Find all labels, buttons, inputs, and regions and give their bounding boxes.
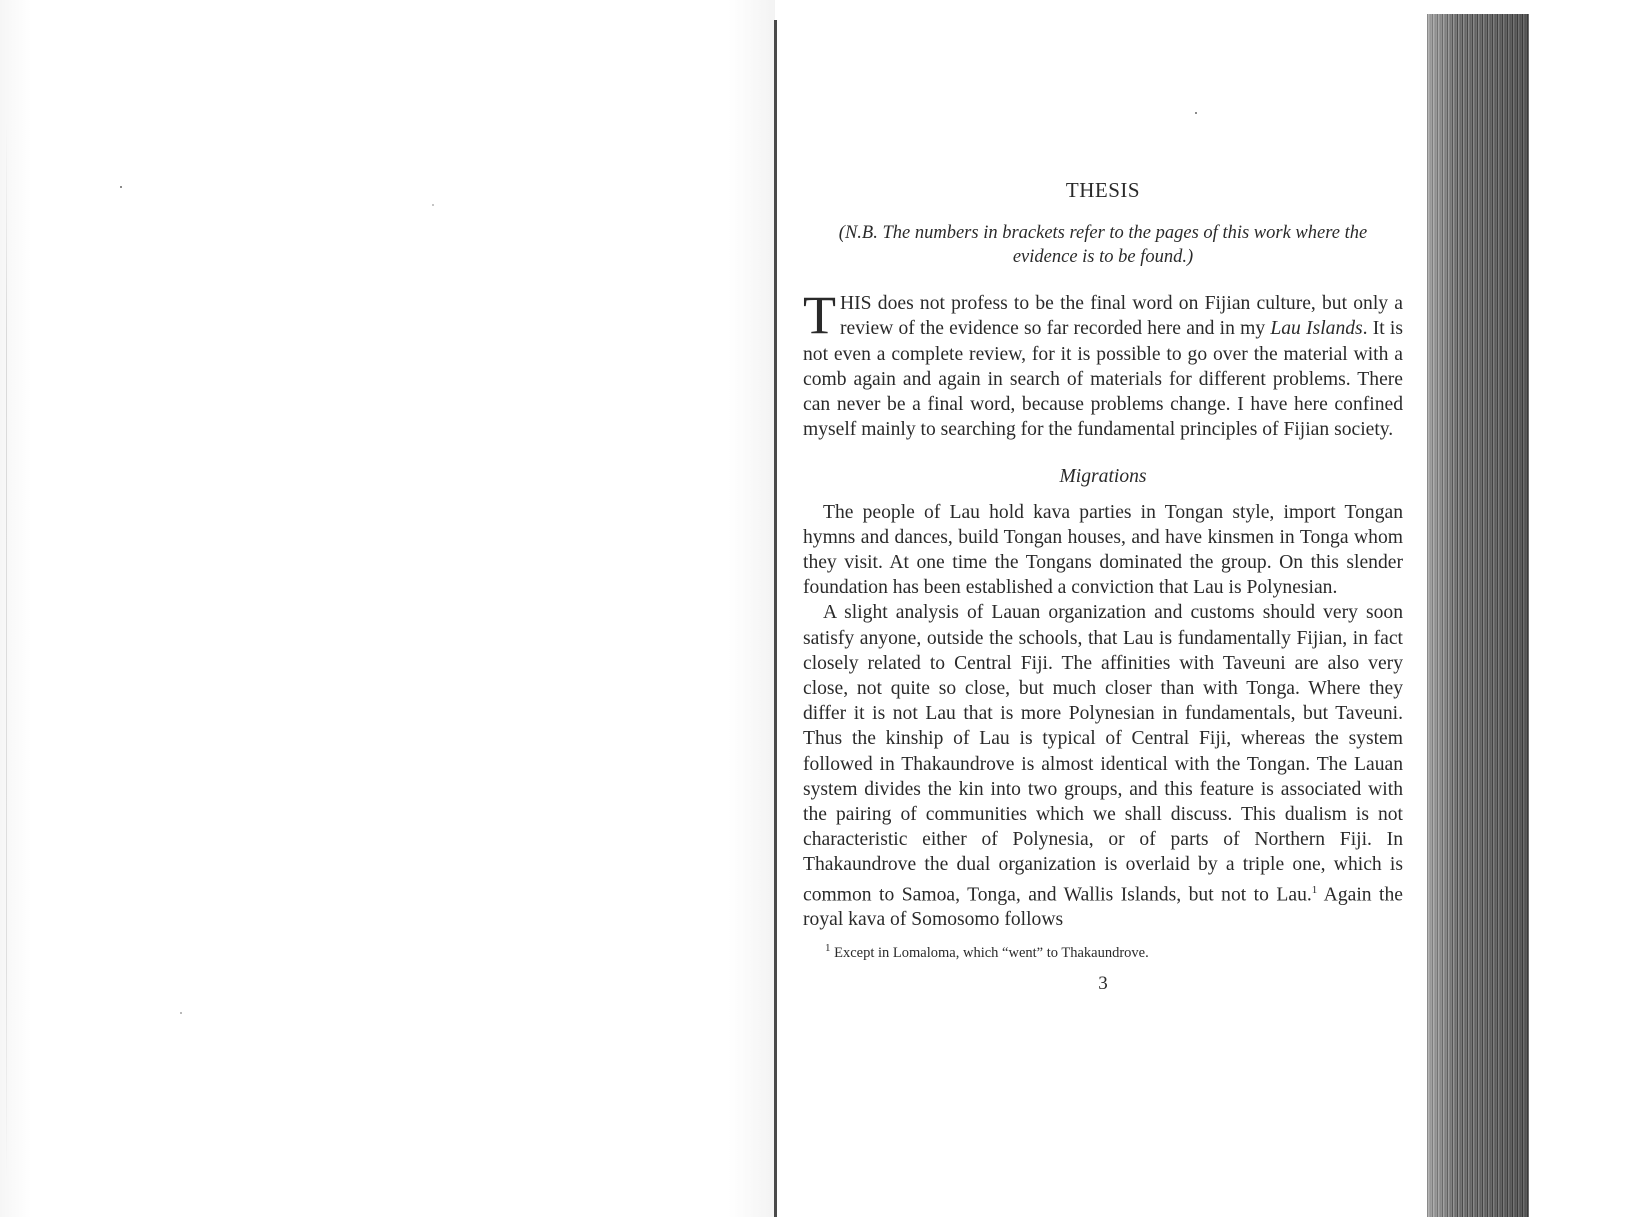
page-text	[803, 178, 1403, 997]
footnote	[825, 939, 1403, 962]
paper-speck	[120, 186, 122, 188]
intro-text-part: HIS does not profess to be the final word on Fijian culture, but only a review of the evidence so far recorded here and in my	[840, 293, 1403, 340]
section-heading: Migrations	[1059, 466, 1147, 488]
body-paragraph	[803, 600, 1403, 932]
left-page-edge	[6, 120, 7, 1180]
editorial-note: (N.B. The numbers in brackets refer to the pages of this work where the evidence is to be found.)	[838, 223, 1368, 268]
book-title-reference: Lau Islands	[1270, 318, 1363, 340]
footnote-mark: 1	[825, 941, 831, 954]
page-number: 3	[1098, 973, 1108, 995]
body-paragraph: The people of Lau hold kava parties in Tongan style, import Tongan hymns and dances, build Tongan houses, and have kinsmen in Tonga whom they visit. At one time the Tongans dominated the group. On this slender foundation has been established a conviction that Lau is Polynesian.	[803, 501, 1403, 599]
left-blank-page	[0, 0, 775, 1217]
drop-cap: T	[803, 285, 836, 346]
intro-text-part: . It is not even a complete review, for it is possible to go over the material with a comb again and again in search of materials for different problems. There can never be a final word, because problems change. I have here confined myself mainly to searching for the fundamental principles of Fijian society.	[803, 318, 1404, 441]
paragraph-text: A slight analysis of Lauan organization and customs should very soon satisfy anyone, outside the schools, that Lau is fundamentally Fijian, in fact closely related to Central Fiji. The affinities with Taveuni are also very close, not quite so close, but much closer than with Tonga. Where they differ it is not Lau that is more Polynesian in fundamentals, but Taveuni. Thus the kinship of Lau is typical of Central Fiji, whereas the system followed in Thakaundrove is almost identical with the Tongan. The Lauan system divides the kin into two groups, and this feature is associated with the pairing of communities which we shall discuss. This dualism is not characteristic either of Polynesia, or of parts of Northern Fiji. In Thakaundrove the dual organization is overlaid by a triple one, which is common to Samoa, Tonga, and Wallis Islands, but not to Lau.	[803, 602, 1403, 906]
paper-speck	[180, 1012, 182, 1014]
footnote-text: Except in Lomaloma, which “went” to Thakaundrove.	[830, 944, 1149, 961]
intro-paragraph	[803, 285, 1404, 442]
paragraph-text: Again the royal kava of Somosomo follows	[803, 884, 1403, 931]
paper-speck	[432, 204, 434, 206]
chapter-heading: THESIS	[1065, 178, 1141, 202]
page-stack-edge	[1427, 14, 1529, 1217]
footnote-reference: 1	[1311, 883, 1318, 896]
paper-speck	[1195, 112, 1197, 114]
